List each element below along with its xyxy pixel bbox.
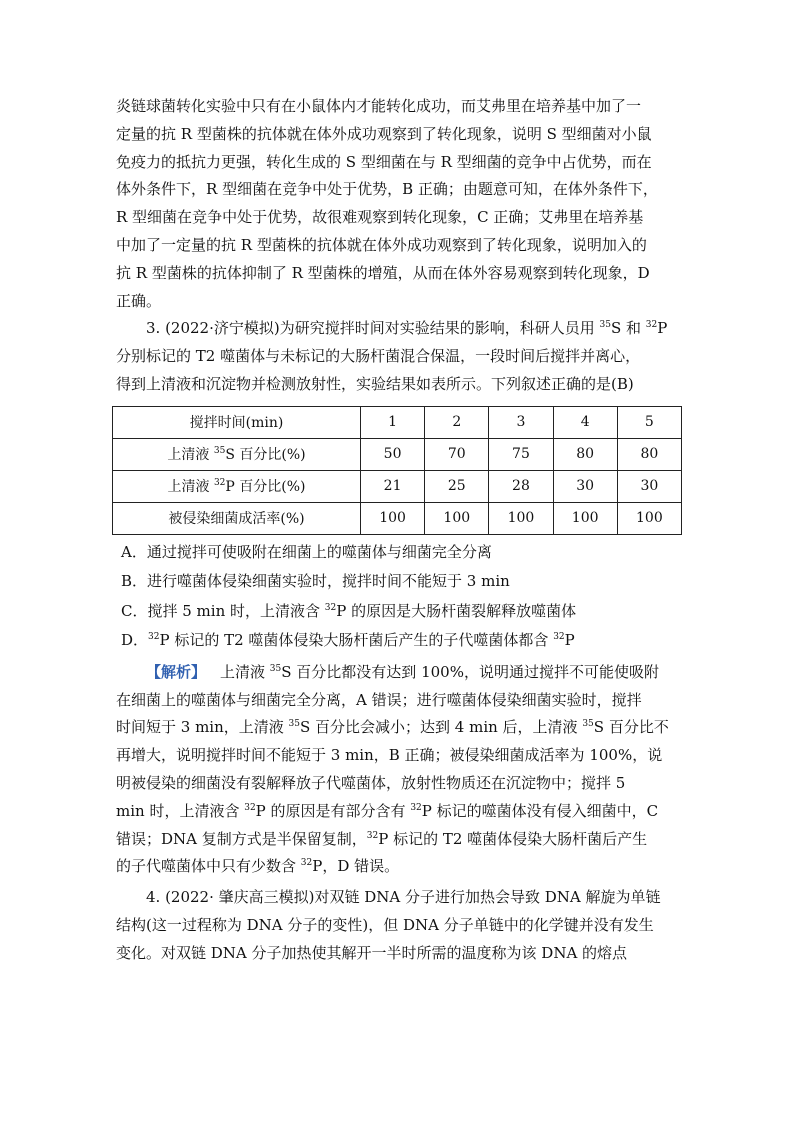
table-row [113, 502, 682, 534]
analysis-block [116, 659, 682, 881]
text-line: 正确。 [116, 291, 162, 310]
table-cell: 70 [425, 438, 489, 470]
table-cell: 80 [553, 438, 617, 470]
option-b: B．进行噬菌体侵染细菌实验时，搅拌时间不能短于 3 min [121, 572, 510, 591]
text-line: 免疫力的抵抗力更强，转化生成的 S 型细菌在与 R 型细菌的竞争中占优势，而在 [116, 152, 652, 171]
text-line: 定量的抗 R 型菌株的抗体就在体外成功观察到了转化现象，说明 S 型细菌对小鼠 [116, 124, 652, 143]
table-cell: 28 [489, 470, 553, 502]
table-cell: 4 [553, 406, 617, 438]
analysis-line: 再增大，说明搅拌时间不能短于 3 min，B 正确；被侵染细菌成活率为 100%，说 [116, 746, 663, 765]
text-line: 炎链球菌转化实验中只有在小鼠体内才能转化成功，而艾弗里在培养基中加了一 [116, 97, 642, 115]
table-cell: 100 [425, 502, 489, 534]
table-row-label: 上清液 $^{35}$S 百分比(%) [113, 438, 361, 470]
text-line: 体外条件下，R 型细菌在竞争中处于优势，B 正确；由题意可知，在体外条件下， [116, 180, 658, 199]
question-3-stem-line-1: 3. (2022·济宁模拟)为研究搅拌时间对实验结果的影响，科研人员用 $^{35}$S 和 $^{32}$P [146, 319, 668, 338]
table-cell: 100 [361, 502, 425, 534]
table-row [113, 406, 682, 438]
document-page [116, 93, 682, 968]
table-row-label: 上清液 $^{32}$P 百分比(%) [113, 470, 361, 502]
table-cell: 75 [489, 438, 553, 470]
question-3-stem-line-2: 分别标记的 T2 噬菌体与未标记的大肠杆菌混合保温，一段时间后搅拌并离心， [116, 347, 641, 366]
option-c: C．搅拌 5 min 时，上清液含 $^{32}$P 的原因是大肠杆菌裂解释放噬菌体 [121, 601, 577, 620]
previous-answer-block [116, 93, 682, 315]
question-4-stem-line: 结构(这一过程称为 DNA 分子的变性)，但 DNA 分子单链中的化学键并没有发生 [116, 915, 654, 934]
table-header-cell: 搅拌时间(min) [113, 406, 361, 438]
analysis-line: min 时，上清液含 $^{32}$P 的原因是有部分含有 $^{32}$P 标记的噬菌体没有侵入细菌中，C [116, 801, 659, 820]
table-cell: 100 [553, 502, 617, 534]
analysis-line: 时间短于 3 min，上清液 $^{35}$S 百分比会减小；达到 4 min 后，上清液 $^{35}$S 百分比不 [116, 718, 669, 737]
question-4-stem-line: 4. (2022· 肇庆高三模拟)对双链 DNA 分子进行加热会导致 DNA 解旋为单链 [146, 888, 661, 907]
table-cell: 80 [617, 438, 681, 470]
table-row-label: 被侵染细菌成活率(%) [113, 502, 361, 534]
table-row [113, 438, 682, 470]
question-3-stem-line-3: 得到上清液和沉淀物并检测放射性，实验结果如表所示。下列叙述正确的是(B) [116, 374, 634, 393]
table-cell: 5 [617, 406, 681, 438]
text-line: 抗 R 型菌株的抗体抑制了 R 型菌株的增殖，从而在体外容易观察到转化现象，D [116, 263, 650, 282]
table-cell: 21 [361, 470, 425, 502]
table-cell: 50 [361, 438, 425, 470]
option-d: D．$^{32}$P 标记的 T2 噬菌体侵染大肠杆菌后产生的子代噬菌体都含 $^{32}$P [121, 631, 575, 650]
table-cell: 30 [553, 470, 617, 502]
table-cell: 100 [489, 502, 553, 534]
analysis-line: 在细菌上的噬菌体与细菌完全分离，A 错误；进行噬菌体侵染细菌实验时，搅拌 [116, 690, 642, 709]
analysis-line: 明被侵染的细菌没有裂解释放子代噬菌体，放射性物质还在沉淀物中；搅拌 5 [116, 773, 626, 792]
text-line: R 型细菌在竞争中处于优势，故很难观察到转化现象，C 正确；艾弗里在培养基 [116, 208, 644, 227]
analysis-line: 错误；DNA 复制方式是半保留复制，$^{32}$P 标记的 T2 噬菌体侵染大肠杆菌后产生 [116, 829, 648, 848]
results-table [112, 406, 682, 535]
option-a: A．通过搅拌可使吸附在细菌上的噬菌体与细菌完全分离 [121, 542, 492, 561]
text-line: 中加了一定量的抗 R 型菌株的抗体就在体外成功观察到了转化现象，说明加入的 [116, 235, 647, 254]
question-3 [116, 315, 682, 881]
table-row [113, 470, 682, 502]
answer-options [116, 538, 682, 656]
question-4 [116, 884, 682, 967]
table-cell: 30 [617, 470, 681, 502]
analysis-line: 【解析】 上清液 $^{35}$S 百分比都没有达到 100%，说明通过搅拌不可能使吸附 [146, 662, 659, 681]
question-4-stem-line: 变化。对双链 DNA 分子加热使其解开一半时所需的温度称为该 DNA 的熔点 [116, 943, 628, 962]
table-cell: 25 [425, 470, 489, 502]
table-cell: 100 [617, 502, 681, 534]
table-cell: 3 [489, 406, 553, 438]
analysis-line: 的子代噬菌体中只有少数含 $^{32}$P，D 错误。 [116, 857, 400, 876]
table-cell: 1 [361, 406, 425, 438]
table-cell: 2 [425, 406, 489, 438]
analysis-label: 【解析】 [146, 662, 207, 681]
